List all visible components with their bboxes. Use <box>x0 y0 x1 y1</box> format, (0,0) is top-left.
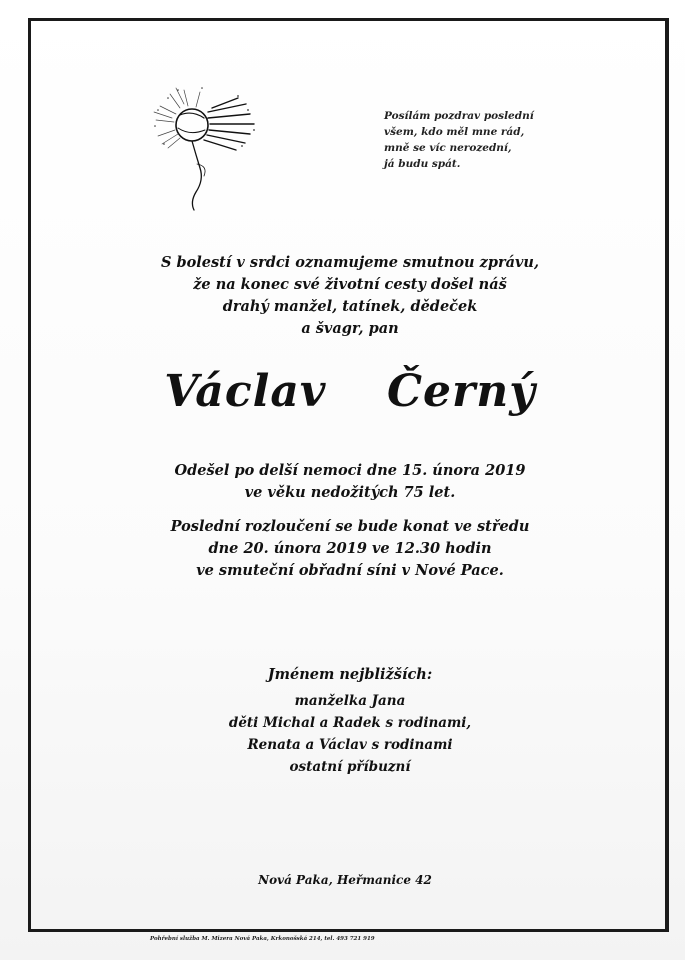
poem-line: všem, kdo měl mne rád, <box>384 126 525 138</box>
announcement-line: a švagr, pan <box>301 320 399 337</box>
mourners-heading: Jménem nejbližších: <box>267 666 433 683</box>
announcement-line: že na konec své životní cesty došel náš <box>193 276 507 293</box>
ceremony-line: ve smuteční obřadní síni v Nové Pace. <box>196 562 504 579</box>
announcement-line: S bolestí v srdci oznamujeme smutnou zprávu, <box>160 254 540 271</box>
poem-line: mně se víc nerozední, <box>384 142 512 154</box>
ceremony-line: Poslední rozloučení se bude konat ve středu <box>170 518 530 535</box>
funeral-service-footer: Pohřební služba M. Mizera Nová Paka, Krkonošská 214, tel. 493 721 919 <box>150 936 375 942</box>
ceremony-line: dne 20. února 2019 ve 12.30 hodin <box>208 540 492 557</box>
announcement-text <box>120 252 580 340</box>
family-address: Nová Paka, Heřmanice 42 <box>258 873 432 887</box>
poem-line: Posílám pozdrav poslední <box>384 110 534 122</box>
death-info-line: ve věku nedožitých 75 let. <box>244 484 456 501</box>
poem-line: já budu spát. <box>384 158 461 170</box>
farewell-poem <box>384 108 584 172</box>
death-info-line: Odešel po delší nemoci dne 15. února 2019 <box>174 462 526 479</box>
mourner-line: Renata a Václav s rodinami <box>247 737 453 753</box>
death-info <box>120 460 580 504</box>
dandelion-emblem-icon <box>150 80 260 220</box>
ceremony-info <box>120 516 580 582</box>
mourner-line: ostatní příbuzní <box>289 759 411 775</box>
deceased-name: Václav Černý <box>164 366 536 417</box>
announcement-line: drahý manžel, tatínek, dědeček <box>222 298 478 315</box>
mourner-line: děti Michal a Radek s rodinami, <box>228 715 472 731</box>
mourner-line: manželka Jana <box>294 693 406 709</box>
mourners-list <box>150 690 550 778</box>
